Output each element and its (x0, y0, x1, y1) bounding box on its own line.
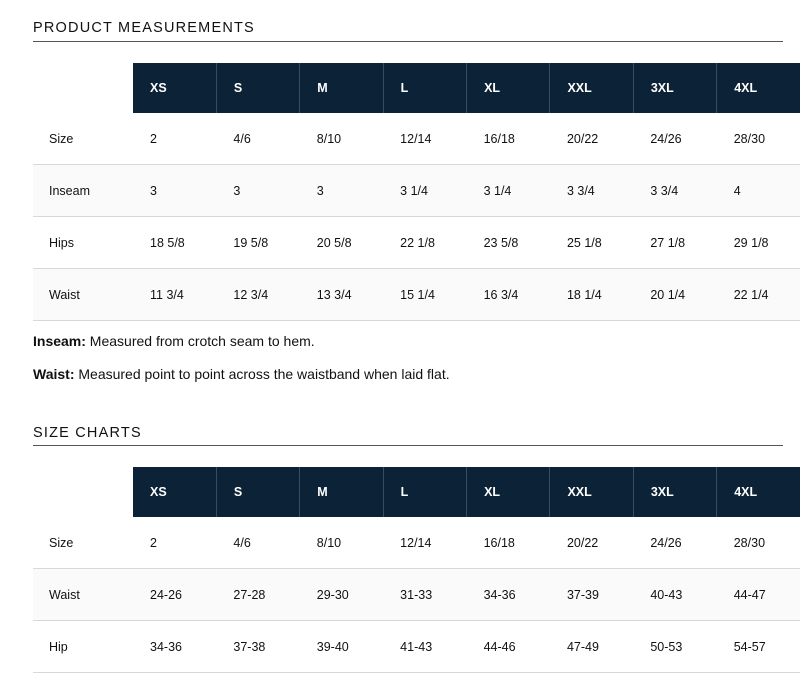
size-charts-header-cell: 3XL (633, 467, 716, 517)
table-cell: 3 (133, 165, 216, 217)
table-cell: 19 5/8 (216, 217, 299, 269)
measurements-table (33, 63, 800, 321)
size-charts-title-rule (33, 445, 783, 446)
table-row (33, 569, 800, 621)
table-cell: 15 1/4 (383, 269, 466, 321)
size-charts-table (33, 467, 800, 673)
table-cell: 31-33 (383, 569, 466, 621)
measurements-header-cell: L (383, 63, 466, 113)
row-label: Hips (33, 217, 133, 269)
table-cell: 13 3/4 (300, 269, 383, 321)
size-charts-header-cell: S (216, 467, 299, 517)
table-cell: 37-38 (216, 621, 299, 673)
table-cell: 20/22 (550, 113, 633, 165)
note-inseam (33, 333, 315, 349)
table-cell: 23 5/8 (467, 217, 550, 269)
table-cell: 22 1/8 (383, 217, 466, 269)
table-row (33, 165, 800, 217)
table-cell: 18 5/8 (133, 217, 216, 269)
note-term: Waist: (33, 366, 75, 382)
table-cell: 8/10 (300, 517, 383, 569)
table-cell: 37-39 (550, 569, 633, 621)
size-charts-header-corner (33, 467, 133, 517)
table-cell: 47-49 (550, 621, 633, 673)
table-cell: 20/22 (550, 517, 633, 569)
size-charts-title: SIZE CHARTS (33, 425, 142, 441)
table-cell: 12/14 (383, 113, 466, 165)
table-cell: 16/18 (467, 517, 550, 569)
table-cell: 20 5/8 (300, 217, 383, 269)
table-cell: 44-46 (467, 621, 550, 673)
size-charts-header-cell: L (383, 467, 466, 517)
table-cell: 22 1/4 (717, 269, 800, 321)
table-row (33, 269, 800, 321)
measurements-header-cell: XL (467, 63, 550, 113)
table-cell: 29 1/8 (717, 217, 800, 269)
table-row (33, 217, 800, 269)
table-cell: 2 (133, 517, 216, 569)
table-row (33, 517, 800, 569)
row-label: Size (33, 113, 133, 165)
measurements-header-cell: S (216, 63, 299, 113)
measurements-header-cell: M (300, 63, 383, 113)
table-cell: 54-57 (717, 621, 800, 673)
measurements-header-cell: XXL (550, 63, 633, 113)
measurements-header-row (33, 63, 800, 113)
table-cell: 3 1/4 (383, 165, 466, 217)
table-cell: 3 3/4 (550, 165, 633, 217)
measurements-header-cell: XS (133, 63, 216, 113)
table-cell: 24-26 (133, 569, 216, 621)
row-label: Size (33, 517, 133, 569)
table-row (33, 113, 800, 165)
note-text: Measured point to point across the waistband when laid flat. (74, 366, 450, 382)
table-cell: 4 (717, 165, 800, 217)
table-cell: 25 1/8 (550, 217, 633, 269)
measurements-title: PRODUCT MEASUREMENTS (33, 20, 255, 36)
size-charts-header-row (33, 467, 800, 517)
measurements-header-corner (33, 63, 133, 113)
table-cell: 20 1/4 (633, 269, 716, 321)
table-cell: 12/14 (383, 517, 466, 569)
table-cell: 8/10 (300, 113, 383, 165)
row-label: Inseam (33, 165, 133, 217)
table-row (33, 621, 800, 673)
size-charts-header-cell: XL (467, 467, 550, 517)
table-cell: 34-36 (467, 569, 550, 621)
table-cell: 16/18 (467, 113, 550, 165)
table-cell: 24/26 (633, 517, 716, 569)
table-cell: 3 3/4 (633, 165, 716, 217)
table-cell: 11 3/4 (133, 269, 216, 321)
table-cell: 50-53 (633, 621, 716, 673)
measurements-title-rule (33, 41, 783, 42)
table-cell: 3 (300, 165, 383, 217)
row-label: Hip (33, 621, 133, 673)
row-label: Waist (33, 269, 133, 321)
table-cell: 29-30 (300, 569, 383, 621)
table-cell: 27-28 (216, 569, 299, 621)
table-cell: 34-36 (133, 621, 216, 673)
table-cell: 39-40 (300, 621, 383, 673)
table-cell: 18 1/4 (550, 269, 633, 321)
table-cell: 41-43 (383, 621, 466, 673)
table-cell: 27 1/8 (633, 217, 716, 269)
table-cell: 3 (216, 165, 299, 217)
note-text: Measured from crotch seam to hem. (85, 333, 315, 349)
table-cell: 2 (133, 113, 216, 165)
table-cell: 16 3/4 (467, 269, 550, 321)
table-cell: 4/6 (216, 517, 299, 569)
note-waist (33, 366, 450, 382)
table-cell: 3 1/4 (467, 165, 550, 217)
table-cell: 24/26 (633, 113, 716, 165)
measurements-header-cell: 3XL (633, 63, 716, 113)
measurements-header-cell: 4XL (717, 63, 800, 113)
size-charts-header-cell: M (300, 467, 383, 517)
table-cell: 4/6 (216, 113, 299, 165)
table-cell: 44-47 (717, 569, 800, 621)
size-charts-header-cell: 4XL (717, 467, 800, 517)
table-cell: 28/30 (717, 113, 800, 165)
size-charts-header-cell: XS (133, 467, 216, 517)
table-cell: 28/30 (717, 517, 800, 569)
row-label: Waist (33, 569, 133, 621)
note-term: Inseam: (33, 333, 86, 349)
table-cell: 40-43 (633, 569, 716, 621)
table-cell: 12 3/4 (216, 269, 299, 321)
size-charts-header-cell: XXL (550, 467, 633, 517)
